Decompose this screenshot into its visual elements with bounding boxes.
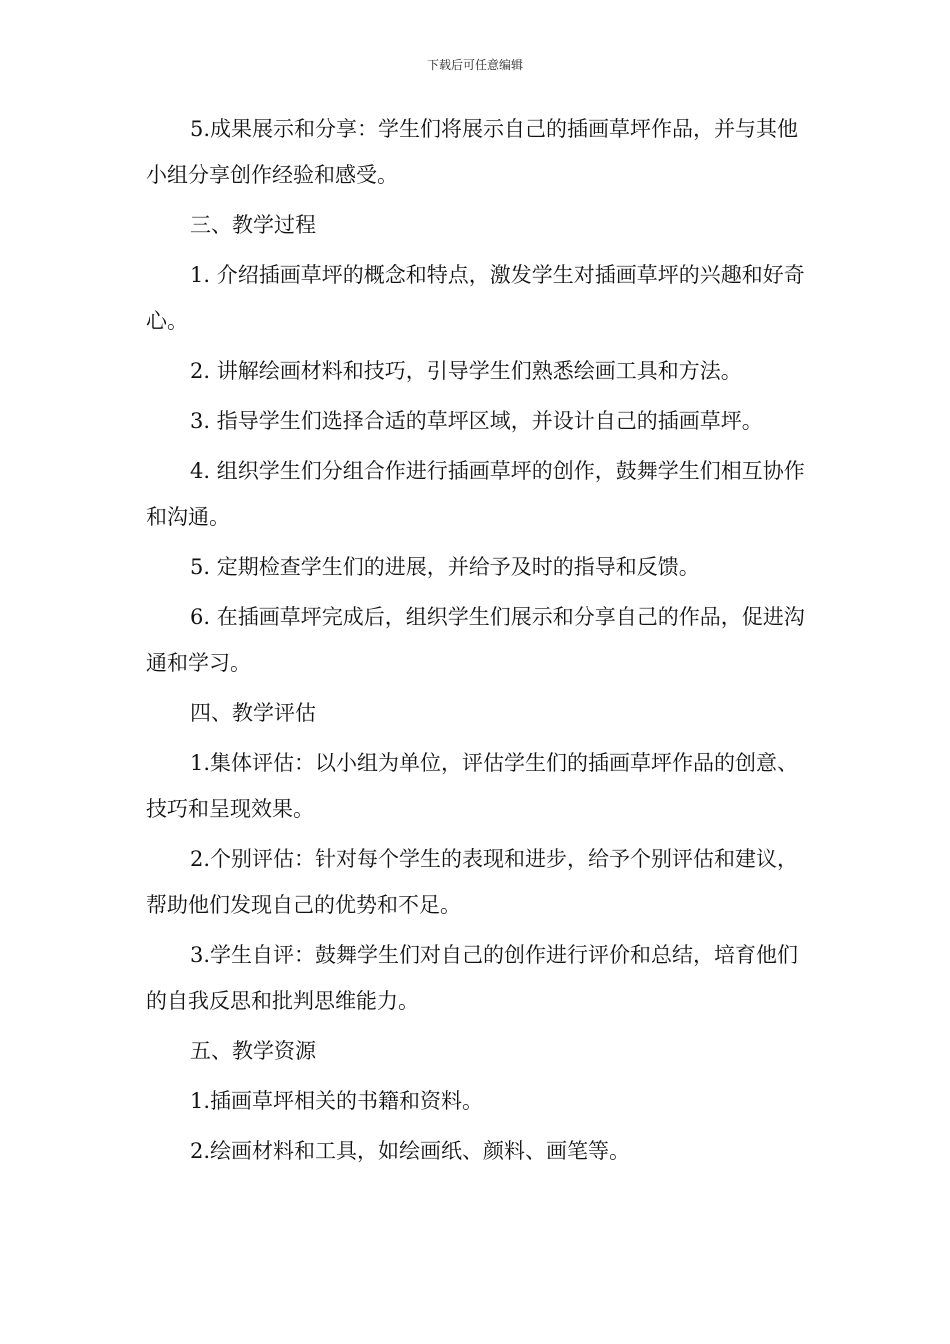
section-heading-teaching-process: 三、教学过程 <box>190 213 316 237</box>
paragraph-process-3: 3. 指导学生们选择合适的草坪区域，并设计自己的插画草坪。 <box>190 409 763 433</box>
section-heading-teaching-resources: 五、教学资源 <box>190 1039 316 1063</box>
paragraph-process-6: 6. 在插画草坪完成后，组织学生们展示和分享自己的作品，促进沟通和学习。 <box>146 605 805 675</box>
paragraph-process-2: 2. 讲解绘画材料和技巧，引导学生们熟悉绘画工具和方法。 <box>190 359 742 383</box>
paragraph-evaluation-1: 1.集体评估：以小组为单位，评估学生们的插画草坪作品的创意、技巧和呈现效果。 <box>146 751 799 821</box>
paragraph-evaluation-3: 3.学生自评：鼓舞学生们对自己的创作进行评价和总结，培育他们的自我反思和批判思维能力。 <box>146 943 799 1013</box>
paragraph-process-4: 4. 组织学生们分组合作进行插画草坪的创作，鼓舞学生们相互协作和沟通。 <box>146 459 805 529</box>
paragraph-resources-2: 2.绘画材料和工具，如绘画纸、颜料、画笔等。 <box>190 1139 631 1163</box>
page-header: 下载后可任意编辑 <box>426 58 523 72</box>
section-heading-teaching-evaluation: 四、教学评估 <box>190 701 316 725</box>
paragraph-process-5: 5. 定期检查学生们的进展，并给予及时的指导和反馈。 <box>190 555 700 579</box>
paragraph-resources-1: 1.插画草坪相关的书籍和资料。 <box>190 1089 484 1113</box>
paragraph-process-1: 1. 介绍插画草坪的概念和特点，激发学生对插画草坪的兴趣和好奇心。 <box>146 263 805 333</box>
document-body <box>146 106 806 1178</box>
paragraph-evaluation-2: 2.个别评估：针对每个学生的表现和进步，给予个别评估和建议，帮助他们发现自己的优势和不足。 <box>146 847 799 917</box>
paragraph-achievement-sharing: 5.成果展示和分享：学生们将展示自己的插画草坪作品，并与其他小组分享创作经验和感受。 <box>146 117 799 187</box>
